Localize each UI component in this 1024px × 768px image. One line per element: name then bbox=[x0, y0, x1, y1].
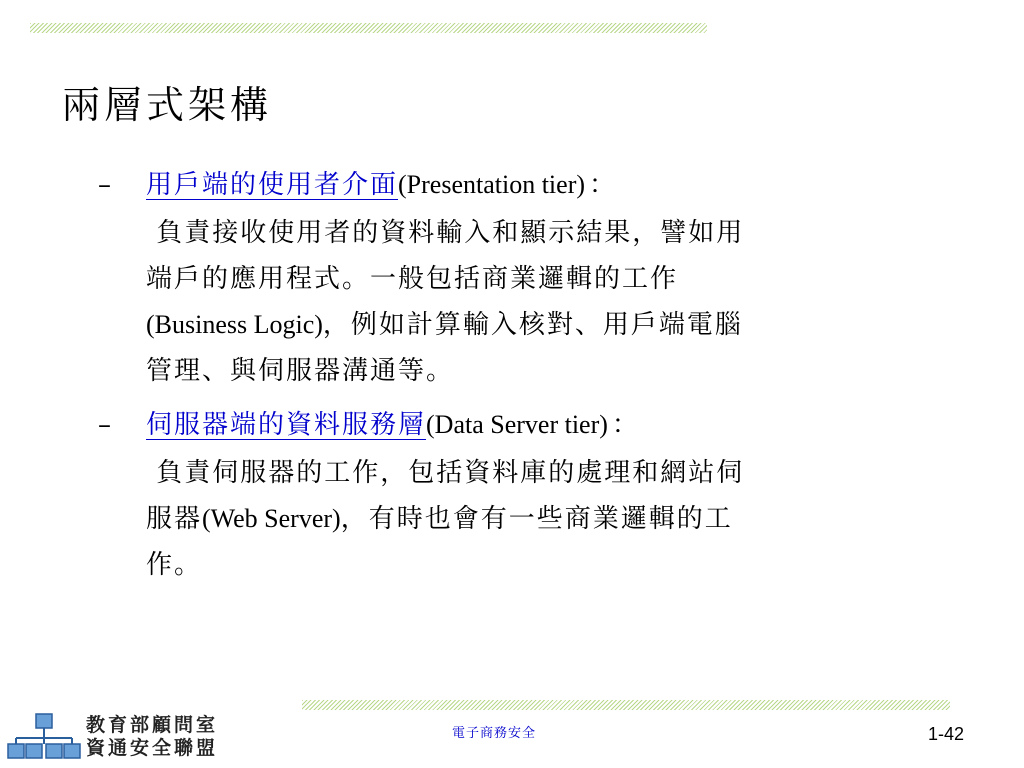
bullet-dash: – bbox=[98, 410, 111, 440]
heading-link-presentation-tier[interactable]: 用戶端的使用者介面 bbox=[146, 170, 399, 200]
top-decorative-stripe bbox=[30, 23, 707, 33]
heading-english: (Presentation tier) bbox=[398, 170, 586, 199]
page-number: 1-42 bbox=[928, 724, 965, 744]
heading-colon: ： bbox=[589, 170, 616, 200]
bullet-heading bbox=[98, 166, 948, 204]
body-line: 服器(Web Server)，有時也會有一些商業邏輯的工 bbox=[146, 504, 733, 534]
organization-logo bbox=[6, 712, 226, 762]
body-line: 負責接收使用者的資料輸入和顯示結果，譬如用 bbox=[156, 218, 745, 248]
body-line: 作。 bbox=[146, 550, 203, 580]
footer-course-title: 電子商務安全 bbox=[452, 726, 537, 741]
network-icon bbox=[6, 712, 82, 762]
heading-english: (Data Server tier) bbox=[426, 410, 608, 439]
bullet-body bbox=[146, 450, 946, 588]
bullet-dash: – bbox=[98, 170, 111, 200]
body-line: (Business Logic)，例如計算輸入核對、用戶端電腦 bbox=[146, 310, 743, 340]
logo-text bbox=[86, 714, 218, 760]
bottom-decorative-stripe bbox=[302, 700, 950, 710]
logo-line: 教育部顧問室 bbox=[86, 714, 219, 736]
heading-link-data-server-tier[interactable]: 伺服器端的資料服務層 bbox=[146, 410, 427, 440]
body-line: 管理、與伺服器溝通等。 bbox=[146, 356, 455, 386]
body-line: 端戶的應用程式。一般包括商業邏輯的工作 bbox=[146, 264, 679, 294]
bullet-body bbox=[146, 210, 946, 394]
heading-colon: ： bbox=[611, 410, 638, 440]
bullet-heading bbox=[98, 406, 948, 444]
bullet-item-data-server-tier bbox=[98, 406, 948, 588]
logo-line: 資通安全聯盟 bbox=[86, 737, 219, 759]
bullet-item-presentation-tier bbox=[98, 166, 948, 394]
slide-title: 兩層式架構 bbox=[62, 83, 273, 127]
body-line: 負責伺服器的工作，包括資料庫的處理和網站伺 bbox=[156, 458, 745, 488]
